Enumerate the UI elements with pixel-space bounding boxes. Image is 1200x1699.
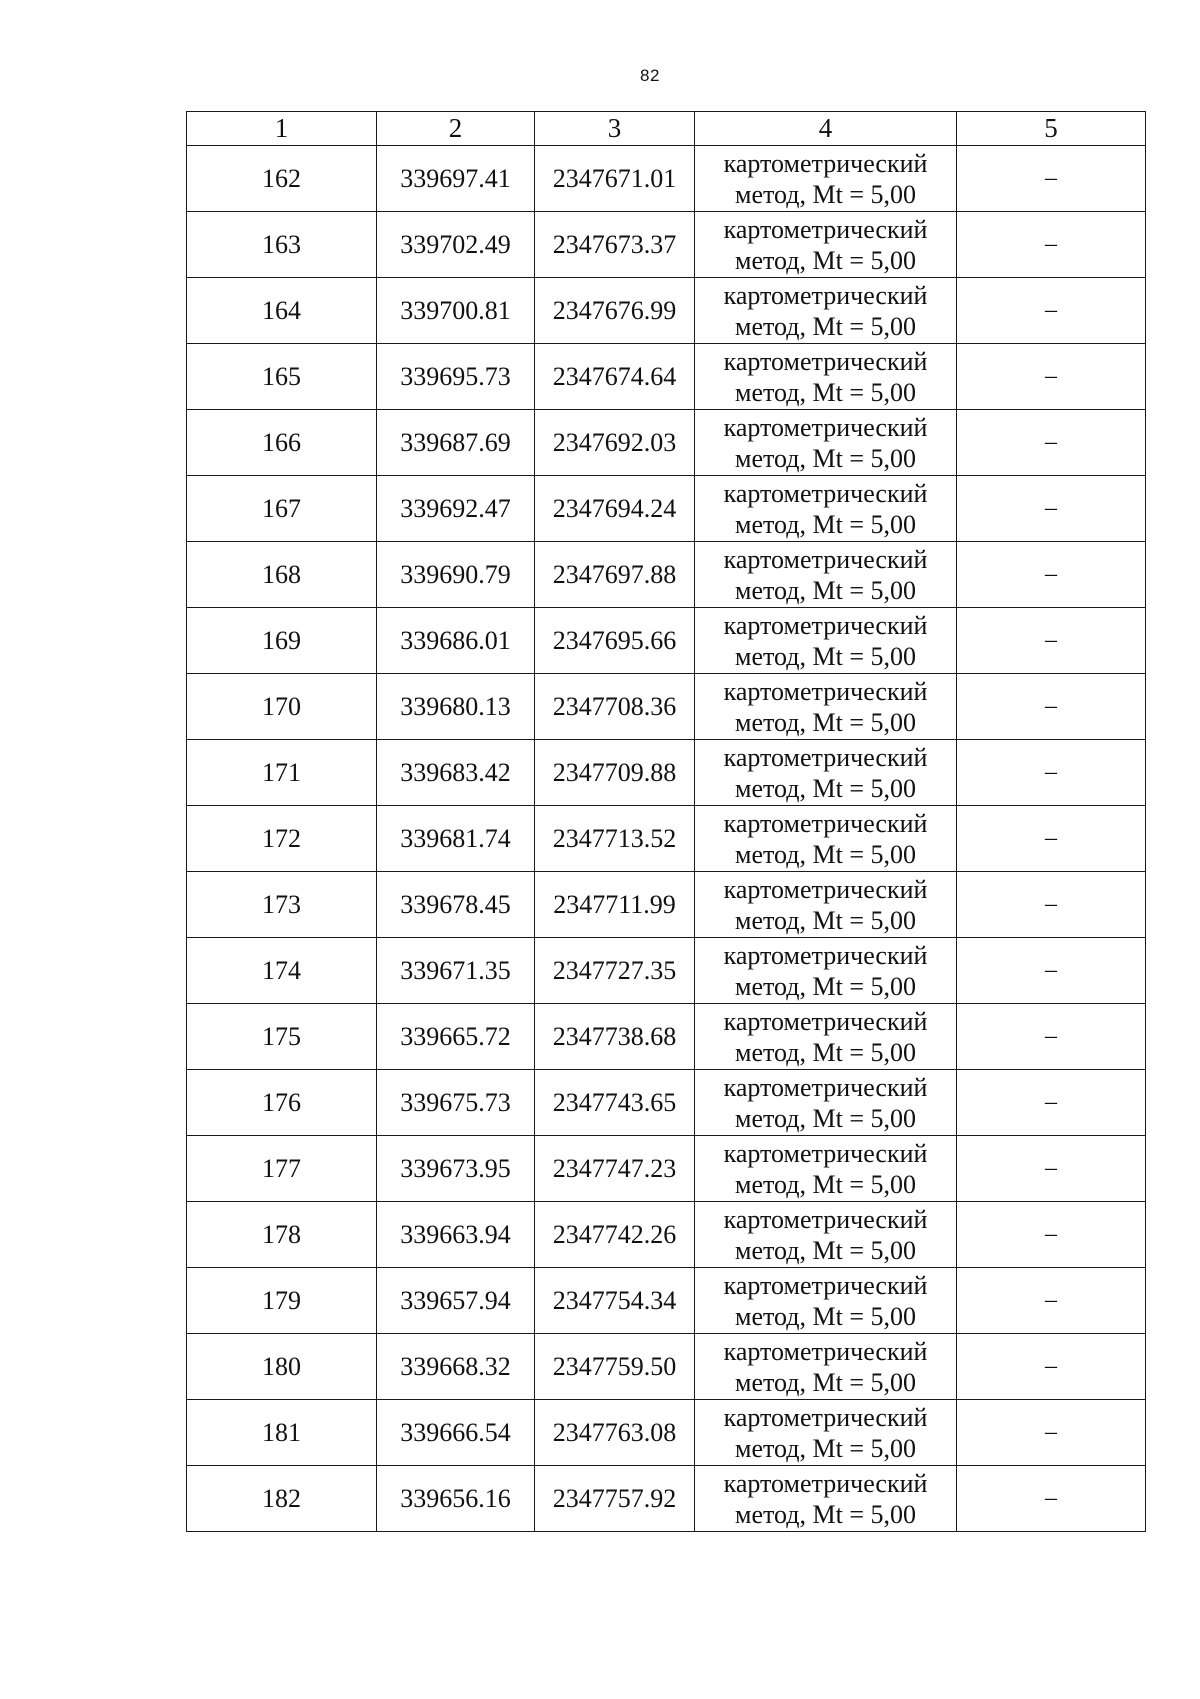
table-row [187,1004,1146,1070]
x-coordinate-cell: 339686.01 [377,608,535,674]
method-cell [695,806,957,872]
x-coordinate-cell: 339695.73 [377,344,535,410]
note-cell: – [957,278,1146,344]
column-header-3: 3 [535,112,695,146]
table-row [187,806,1146,872]
method-line-2: метод, Mt = 5,00 [735,311,916,341]
note-cell: – [957,476,1146,542]
table-row [187,212,1146,278]
point-number-cell: 162 [187,146,377,212]
method-cell [695,410,957,476]
method-cell [695,1202,957,1268]
method-line-2: метод, Mt = 5,00 [735,1103,916,1133]
note-cell: – [957,344,1146,410]
point-number-cell: 168 [187,542,377,608]
method-cell [695,1400,957,1466]
table-row [187,146,1146,212]
y-coordinate-cell: 2347694.24 [535,476,695,542]
point-number-cell: 179 [187,1268,377,1334]
method-cell [695,344,957,410]
y-coordinate-cell: 2347671.01 [535,146,695,212]
table-row [187,278,1146,344]
note-cell: – [957,146,1146,212]
method-line-2: метод, Mt = 5,00 [735,377,916,407]
y-coordinate-cell: 2347711.99 [535,872,695,938]
x-coordinate-cell: 339671.35 [377,938,535,1004]
table-row [187,1400,1146,1466]
method-line-1: картометрический [723,478,928,508]
point-number-cell: 171 [187,740,377,806]
method-line-2: метод, Mt = 5,00 [735,905,916,935]
x-coordinate-cell: 339666.54 [377,1400,535,1466]
table-body [187,146,1146,1532]
x-coordinate-cell: 339690.79 [377,542,535,608]
method-cell [695,1136,957,1202]
point-number-cell: 166 [187,410,377,476]
note-cell: – [957,1202,1146,1268]
y-coordinate-cell: 2347695.66 [535,608,695,674]
method-line-1: картометрический [723,280,928,310]
note-cell: – [957,806,1146,872]
method-line-2: метод, Mt = 5,00 [735,971,916,1001]
method-line-1: картометрический [723,1006,928,1036]
method-line-2: метод, Mt = 5,00 [735,839,916,869]
method-cell [695,740,957,806]
point-number-cell: 175 [187,1004,377,1070]
method-line-2: метод, Mt = 5,00 [735,1433,916,1463]
method-line-1: картометрический [723,610,928,640]
x-coordinate-cell: 339680.13 [377,674,535,740]
method-line-2: метод, Mt = 5,00 [735,1169,916,1199]
point-number-cell: 174 [187,938,377,1004]
table-row [187,344,1146,410]
y-coordinate-cell: 2347697.88 [535,542,695,608]
x-coordinate-cell: 339657.94 [377,1268,535,1334]
x-coordinate-cell: 339663.94 [377,1202,535,1268]
method-line-1: картометрический [723,808,928,838]
table-row [187,1466,1146,1532]
note-cell: – [957,1004,1146,1070]
note-cell: – [957,674,1146,740]
method-line-1: картометрический [723,1072,928,1102]
method-cell [695,674,957,740]
note-cell: – [957,1334,1146,1400]
header-row [187,112,1146,146]
point-number-cell: 172 [187,806,377,872]
method-line-1: картометрический [723,874,928,904]
method-line-2: метод, Mt = 5,00 [735,1235,916,1265]
method-cell [695,938,957,1004]
method-line-2: метод, Mt = 5,00 [735,1367,916,1397]
note-cell: – [957,1136,1146,1202]
y-coordinate-cell: 2347759.50 [535,1334,695,1400]
point-number-cell: 173 [187,872,377,938]
y-coordinate-cell: 2347742.26 [535,1202,695,1268]
table-row [187,1136,1146,1202]
method-cell [695,146,957,212]
x-coordinate-cell: 339656.16 [377,1466,535,1532]
method-line-1: картометрический [723,676,928,706]
page-number: 82 [640,66,660,85]
table-row [187,542,1146,608]
y-coordinate-cell: 2347673.37 [535,212,695,278]
note-cell: – [957,1400,1146,1466]
point-number-cell: 176 [187,1070,377,1136]
y-coordinate-cell: 2347757.92 [535,1466,695,1532]
column-header-1: 1 [187,112,377,146]
column-header-2: 2 [377,112,535,146]
method-cell [695,212,957,278]
y-coordinate-cell: 2347738.68 [535,1004,695,1070]
table-row [187,1268,1146,1334]
y-coordinate-cell: 2347754.34 [535,1268,695,1334]
method-line-1: картометрический [723,346,928,376]
method-line-1: картометрический [723,940,928,970]
method-line-2: метод, Mt = 5,00 [735,443,916,473]
point-number-cell: 167 [187,476,377,542]
method-line-2: метод, Mt = 5,00 [735,707,916,737]
method-line-2: метод, Mt = 5,00 [735,641,916,671]
method-line-1: картометрический [723,148,928,178]
note-cell: – [957,1070,1146,1136]
x-coordinate-cell: 339692.47 [377,476,535,542]
method-line-2: метод, Mt = 5,00 [735,179,916,209]
method-cell [695,476,957,542]
table-row [187,872,1146,938]
column-header-4: 4 [695,112,957,146]
x-coordinate-cell: 339678.45 [377,872,535,938]
method-cell [695,542,957,608]
y-coordinate-cell: 2347743.65 [535,1070,695,1136]
point-number-cell: 169 [187,608,377,674]
method-line-1: картометрический [723,1402,928,1432]
method-line-2: метод, Mt = 5,00 [735,1037,916,1067]
method-cell [695,1004,957,1070]
method-line-2: метод, Mt = 5,00 [735,1499,916,1529]
method-line-1: картометрический [723,412,928,442]
method-line-1: картометрический [723,214,928,244]
method-line-1: картометрический [723,1270,928,1300]
y-coordinate-cell: 2347674.64 [535,344,695,410]
note-cell: – [957,1268,1146,1334]
x-coordinate-cell: 339681.74 [377,806,535,872]
x-coordinate-cell: 339702.49 [377,212,535,278]
x-coordinate-cell: 339675.73 [377,1070,535,1136]
point-number-cell: 163 [187,212,377,278]
y-coordinate-cell: 2347747.23 [535,1136,695,1202]
table-row [187,740,1146,806]
table-row [187,410,1146,476]
y-coordinate-cell: 2347692.03 [535,410,695,476]
table-row [187,1202,1146,1268]
x-coordinate-cell: 339697.41 [377,146,535,212]
point-number-cell: 181 [187,1400,377,1466]
method-cell [695,1268,957,1334]
point-number-cell: 177 [187,1136,377,1202]
y-coordinate-cell: 2347709.88 [535,740,695,806]
point-number-cell: 164 [187,278,377,344]
x-coordinate-cell: 339668.32 [377,1334,535,1400]
x-coordinate-cell: 339700.81 [377,278,535,344]
note-cell: – [957,872,1146,938]
method-line-1: картометрический [723,544,928,574]
method-cell [695,1070,957,1136]
note-cell: – [957,410,1146,476]
table-header [187,112,1146,146]
method-line-1: картометрический [723,1336,928,1366]
point-number-cell: 182 [187,1466,377,1532]
x-coordinate-cell: 339665.72 [377,1004,535,1070]
note-cell: – [957,608,1146,674]
x-coordinate-cell: 339687.69 [377,410,535,476]
method-cell [695,278,957,344]
table-row [187,476,1146,542]
method-line-2: метод, Mt = 5,00 [735,575,916,605]
column-header-5: 5 [957,112,1146,146]
method-line-1: картометрический [723,1204,928,1234]
note-cell: – [957,212,1146,278]
table-row [187,938,1146,1004]
table-row [187,674,1146,740]
method-line-2: метод, Mt = 5,00 [735,773,916,803]
note-cell: – [957,542,1146,608]
method-cell [695,1334,957,1400]
y-coordinate-cell: 2347708.36 [535,674,695,740]
method-cell [695,872,957,938]
note-cell: – [957,1466,1146,1532]
method-line-1: картометрический [723,1138,928,1168]
y-coordinate-cell: 2347763.08 [535,1400,695,1466]
method-line-2: метод, Mt = 5,00 [735,1301,916,1331]
method-line-1: картометрический [723,1468,928,1498]
method-line-1: картометрический [723,742,928,772]
table-row [187,1334,1146,1400]
point-number-cell: 178 [187,1202,377,1268]
y-coordinate-cell: 2347713.52 [535,806,695,872]
table-row [187,608,1146,674]
point-number-cell: 165 [187,344,377,410]
coordinates-table [186,111,1146,1532]
method-cell [695,1466,957,1532]
method-cell [695,608,957,674]
note-cell: – [957,938,1146,1004]
y-coordinate-cell: 2347676.99 [535,278,695,344]
x-coordinate-cell: 339683.42 [377,740,535,806]
point-number-cell: 180 [187,1334,377,1400]
table-row [187,1070,1146,1136]
y-coordinate-cell: 2347727.35 [535,938,695,1004]
note-cell: – [957,740,1146,806]
point-number-cell: 170 [187,674,377,740]
x-coordinate-cell: 339673.95 [377,1136,535,1202]
method-line-2: метод, Mt = 5,00 [735,509,916,539]
method-line-2: метод, Mt = 5,00 [735,245,916,275]
